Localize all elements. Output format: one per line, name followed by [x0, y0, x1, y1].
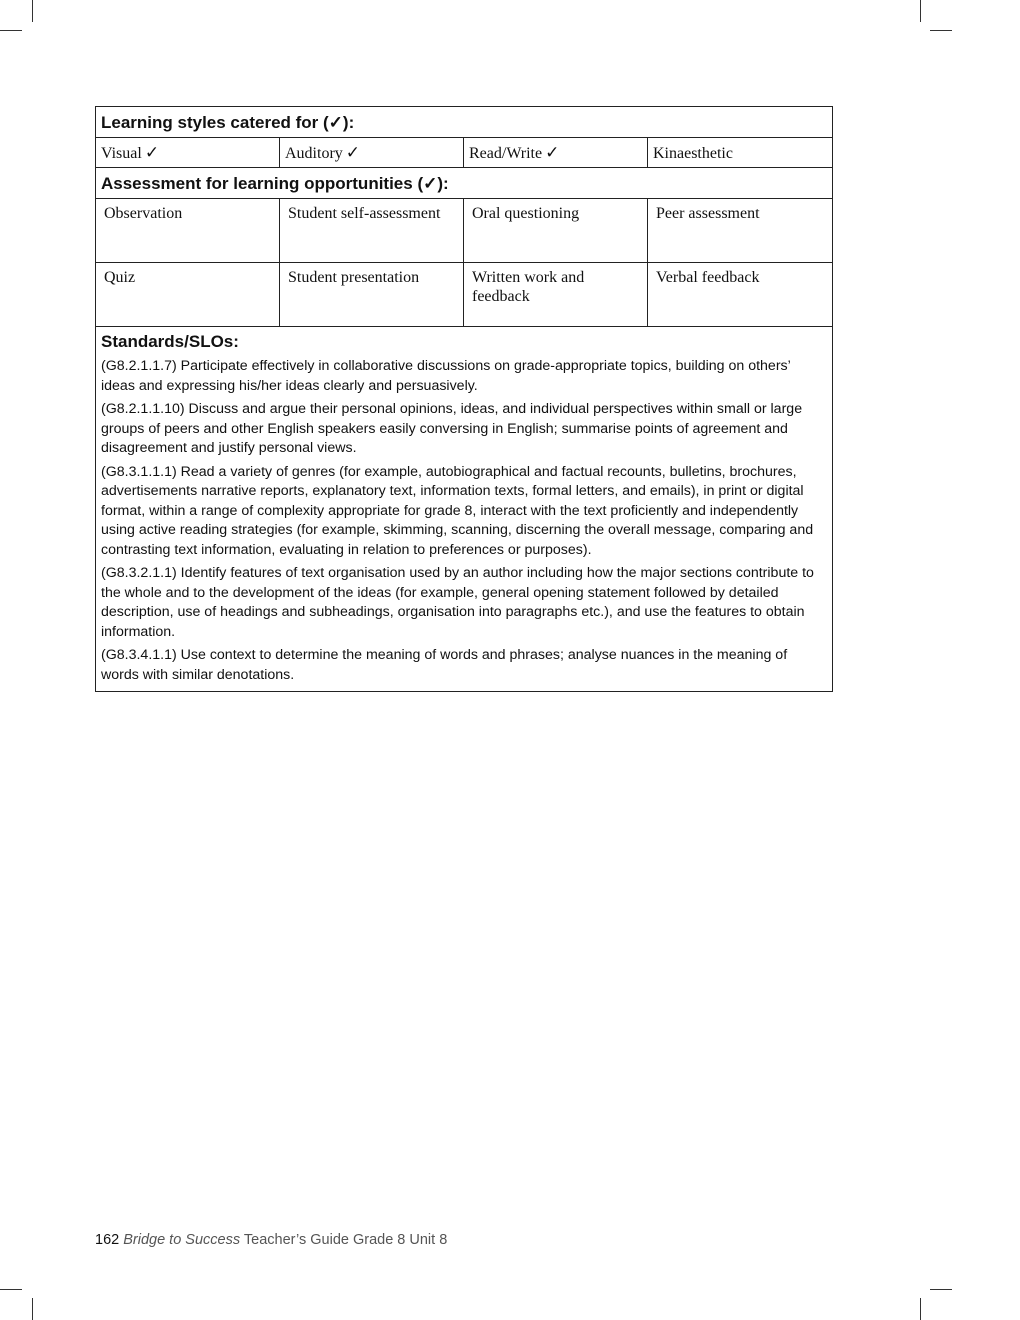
assessment-cell: Written work and feedback — [464, 263, 648, 327]
page-footer — [95, 1232, 447, 1248]
book-title: Bridge to Success — [123, 1232, 241, 1248]
crop-mark — [32, 1298, 33, 1320]
standard-item: (G8.2.1.1.7) Participate effectively in collaborative discussions on grade-appropriate topics, building on others’ ideas and expressing his/her ideas clearly and persuasively. — [101, 358, 791, 394]
assessment-row — [96, 199, 833, 263]
footer-subtitle: Teacher’s Guide Grade 8 Unit 8 — [243, 1232, 448, 1248]
crop-mark — [32, 0, 33, 22]
learning-style-kinaesthetic — [648, 138, 833, 168]
assessment-row — [96, 263, 833, 327]
learning-style-label: Read/Write — [469, 145, 543, 162]
learning-style-label: Kinaesthetic — [653, 145, 733, 162]
crop-mark — [0, 30, 22, 31]
crop-mark — [0, 1289, 22, 1290]
assessment-cell: Verbal feedback — [648, 263, 833, 327]
standards-heading: Standards/SLOs: — [101, 332, 239, 351]
learning-styles-heading: Learning styles catered for (✓): — [96, 107, 833, 138]
learning-styles-row — [96, 138, 833, 168]
assessment-heading: Assessment for learning opportunities (✓): — [96, 168, 833, 199]
crop-mark — [930, 30, 952, 31]
assessment-cell: Peer assessment — [648, 199, 833, 263]
crop-mark — [920, 0, 921, 22]
lesson-plan-table — [95, 106, 833, 692]
learning-style-label: Auditory — [285, 145, 343, 162]
assessment-cell: Quiz — [96, 263, 280, 327]
standard-item: (G8.2.1.1.10) Discuss and argue their personal opinions, ideas, and individual perspectives within small or large groups of peers and other English speakers easily conversing in English; summarise points of agreement and disagreement and justify personal views. — [101, 401, 803, 456]
crop-mark — [930, 1289, 952, 1290]
standard-item: (G8.3.2.1.1) Identify features of text organisation used by an author including how the major sections contribute to the whole and to the development of the ideas (for example, general opening statement followed by detailed description, use of headings and subheadings, organisation into paragraphs etc.), and use the features to obtain information. — [101, 565, 814, 640]
crop-mark — [920, 1298, 921, 1320]
check-icon: ✓ — [545, 143, 560, 163]
check-icon: ✓ — [144, 143, 160, 163]
learning-style-visual — [96, 138, 280, 168]
learning-style-read-write — [464, 138, 648, 168]
assessment-cell: Oral questioning — [464, 199, 648, 263]
learning-style-auditory — [280, 138, 464, 168]
assessment-cell: Student presentation — [280, 263, 464, 327]
check-icon: ✓ — [345, 143, 361, 163]
standards-section — [96, 327, 833, 692]
assessment-cell: Observation — [96, 199, 280, 263]
page-number: 162 — [95, 1232, 120, 1248]
standard-item: (G8.3.1.1.1) Read a variety of genres (for example, autobiographical and factual recounts, bulletins, brochures, advertisements narrative reports, explanatory text, information texts, formal letters, and emails), in print or digital format, within a range of complexity appropriate for grade 8, interact with the text proficiently and independently using active reading strategies (for example, skimming, scanning, discerning the overall message, comparing and contrasting text information, evaluating in relation to preferences or purposes). — [101, 463, 814, 558]
standard-item: (G8.3.4.1.1) Use context to determine the meaning of words and phrases; analyse nuances in the meaning of words with similar denotations. — [101, 647, 788, 683]
learning-style-label: Visual — [101, 145, 142, 162]
assessment-cell: Student self-assessment — [280, 199, 464, 263]
